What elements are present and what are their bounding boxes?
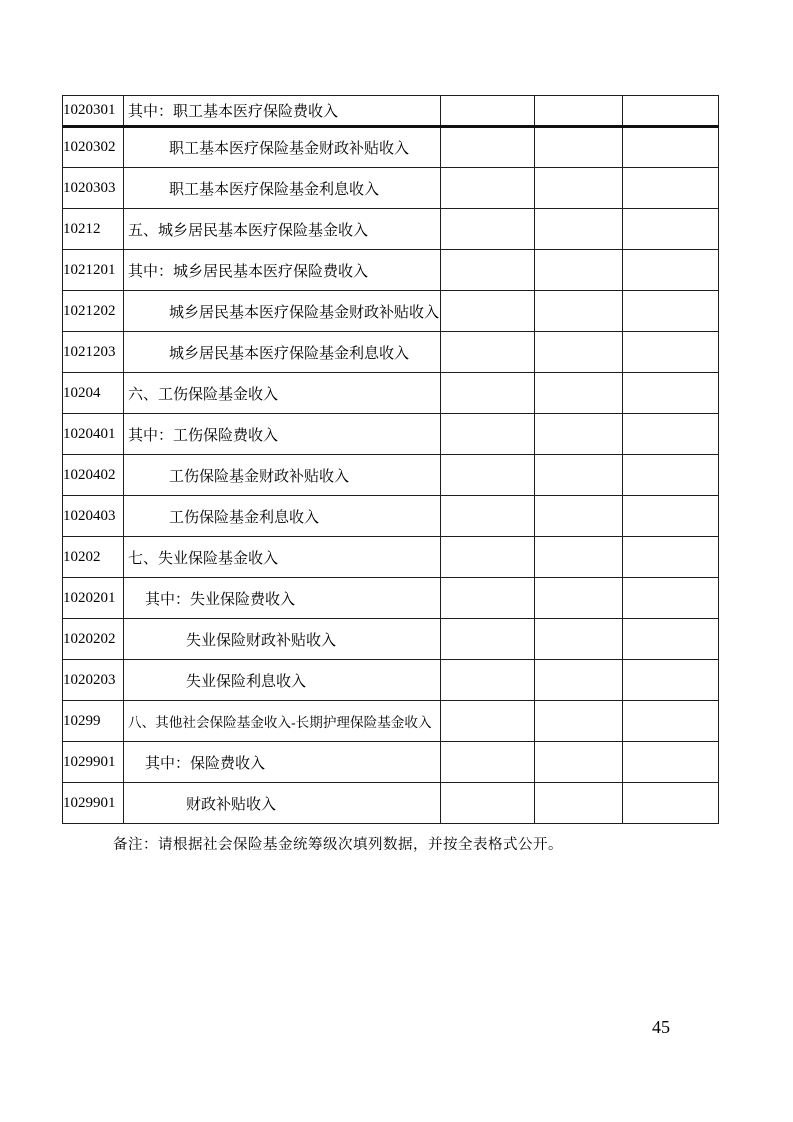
value-cell-3 (623, 127, 719, 168)
item-name-text: 其中：职工基本医疗保险费收入 (128, 104, 339, 120)
fund-table-body (63, 96, 719, 824)
value-cell-1 (441, 414, 535, 455)
value-cell-1 (441, 742, 535, 783)
table-row (63, 414, 719, 455)
value-cell-2 (535, 373, 623, 414)
budget-code-cell: 10202 (63, 537, 124, 578)
budget-code-cell: 1021202 (63, 291, 124, 332)
item-name-text: 职工基本医疗保险基金财政补贴收入 (169, 141, 410, 157)
table-footnote: 备注：请根据社会保险基金统筹级次填列数据，并按全表格式公开。 (113, 837, 563, 853)
value-cell-2 (535, 660, 623, 701)
value-cell-1 (441, 619, 535, 660)
table-row (63, 455, 719, 496)
budget-code-cell: 1020403 (63, 496, 124, 537)
value-cell-2 (535, 127, 623, 168)
item-name-cell (124, 373, 441, 414)
table-row (63, 168, 719, 209)
value-cell-2 (535, 742, 623, 783)
value-cell-1 (441, 578, 535, 619)
item-name-cell (124, 660, 441, 701)
item-name-cell (124, 414, 441, 455)
item-name-text: 职工基本医疗保险基金利息收入 (169, 181, 380, 198)
table-row (63, 127, 719, 168)
table-row (63, 250, 719, 291)
item-name-cell (124, 619, 441, 660)
table-row (63, 537, 719, 578)
value-cell-3 (623, 537, 719, 578)
value-cell-2 (535, 496, 623, 537)
value-cell-3 (623, 250, 719, 291)
budget-code-cell: 1020303 (63, 168, 124, 209)
value-cell-3 (623, 168, 719, 209)
item-name-text: 六、工伤保险基金收入 (128, 386, 279, 403)
item-name-text: 八、其他社会保险基金收入-长期护理保险基金收入 (128, 715, 432, 730)
item-name-text: 其中：失业保险费收入 (145, 591, 296, 608)
item-name-text: 城乡居民基本医疗保险基金利息收入 (169, 345, 410, 362)
table-row (63, 619, 719, 660)
table-row (63, 660, 719, 701)
item-name-cell (124, 291, 441, 332)
budget-code-cell: 1029901 (63, 742, 124, 783)
social-insurance-fund-table (62, 95, 719, 824)
item-name-cell (124, 701, 441, 742)
value-cell-2 (535, 783, 623, 824)
item-name-text: 七、失业保险基金收入 (128, 550, 279, 567)
value-cell-1 (441, 168, 535, 209)
value-cell-1 (441, 209, 535, 250)
value-cell-1 (441, 373, 535, 414)
item-name-text: 工伤保险基金利息收入 (169, 509, 320, 526)
budget-code-cell: 10299 (63, 701, 124, 742)
table-row (63, 783, 719, 824)
value-cell-3 (623, 332, 719, 373)
value-cell-3 (623, 414, 719, 455)
item-name-text: 其中：工伤保险费收入 (128, 427, 279, 444)
table-row (63, 96, 719, 127)
value-cell-2 (535, 209, 623, 250)
value-cell-2 (535, 619, 623, 660)
table-row (63, 209, 719, 250)
budget-code-cell: 1021201 (63, 250, 124, 291)
value-cell-2 (535, 250, 623, 291)
value-cell-1 (441, 660, 535, 701)
item-name-text: 其中：保险费收入 (145, 755, 266, 772)
value-cell-3 (623, 783, 719, 824)
budget-code-cell: 10212 (63, 209, 124, 250)
value-cell-3 (623, 373, 719, 414)
value-cell-3 (623, 660, 719, 701)
value-cell-1 (441, 332, 535, 373)
item-name-cell (124, 537, 441, 578)
value-cell-1 (441, 783, 535, 824)
value-cell-3 (623, 742, 719, 783)
value-cell-2 (535, 537, 623, 578)
table-row (63, 496, 719, 537)
item-name-cell (124, 496, 441, 537)
value-cell-3 (623, 578, 719, 619)
value-cell-1 (441, 455, 535, 496)
value-cell-1 (441, 537, 535, 578)
value-cell-3 (623, 619, 719, 660)
value-cell-2 (535, 168, 623, 209)
budget-code-cell: 1020202 (63, 619, 124, 660)
item-name-cell (124, 742, 441, 783)
item-name-text: 失业保险利息收入 (186, 673, 307, 690)
item-name-text: 工伤保险基金财政补贴收入 (169, 468, 350, 485)
item-name-cell (124, 250, 441, 291)
value-cell-2 (535, 291, 623, 332)
item-name-text: 城乡居民基本医疗保险基金财政补贴收入 (169, 304, 440, 321)
item-name-text: 财政补贴收入 (186, 796, 277, 813)
value-cell-2 (535, 578, 623, 619)
item-name-cell (124, 455, 441, 496)
budget-code-cell: 1020302 (63, 127, 124, 168)
value-cell-2 (535, 332, 623, 373)
value-cell-1 (441, 250, 535, 291)
item-name-cell (124, 783, 441, 824)
table-row (63, 373, 719, 414)
budget-code-cell: 1020201 (63, 578, 124, 619)
item-name-cell (124, 209, 441, 250)
item-name-text: 其中：城乡居民基本医疗保险费收入 (128, 263, 369, 280)
item-name-text: 失业保险财政补贴收入 (186, 632, 337, 649)
budget-code-cell: 10204 (63, 373, 124, 414)
table-row (63, 291, 719, 332)
item-name-cell (124, 96, 441, 127)
budget-code-cell: 1020401 (63, 414, 124, 455)
item-name-cell (124, 332, 441, 373)
value-cell-3 (623, 291, 719, 332)
value-cell-1 (441, 291, 535, 332)
value-cell-3 (623, 496, 719, 537)
table-row (63, 701, 719, 742)
table-row (63, 742, 719, 783)
table-row (63, 332, 719, 373)
item-name-text: 五、城乡居民基本医疗保险基金收入 (128, 222, 369, 239)
value-cell-2 (535, 701, 623, 742)
budget-code-cell: 1020203 (63, 660, 124, 701)
budget-code-cell: 1029901 (63, 783, 124, 824)
value-cell-2 (535, 455, 623, 496)
budget-code-cell: 1020301 (63, 96, 124, 127)
value-cell-1 (441, 127, 535, 168)
value-cell-1 (441, 496, 535, 537)
value-cell-2 (535, 96, 623, 127)
value-cell-3 (623, 209, 719, 250)
value-cell-3 (623, 96, 719, 127)
budget-code-cell: 1021203 (63, 332, 124, 373)
value-cell-1 (441, 701, 535, 742)
value-cell-1 (441, 96, 535, 127)
table-row (63, 578, 719, 619)
value-cell-3 (623, 701, 719, 742)
budget-code-cell: 1020402 (63, 455, 124, 496)
value-cell-3 (623, 455, 719, 496)
item-name-cell (124, 168, 441, 209)
item-name-cell (124, 578, 441, 619)
page-number: 45 (652, 1017, 670, 1037)
value-cell-2 (535, 414, 623, 455)
item-name-cell (124, 127, 441, 168)
